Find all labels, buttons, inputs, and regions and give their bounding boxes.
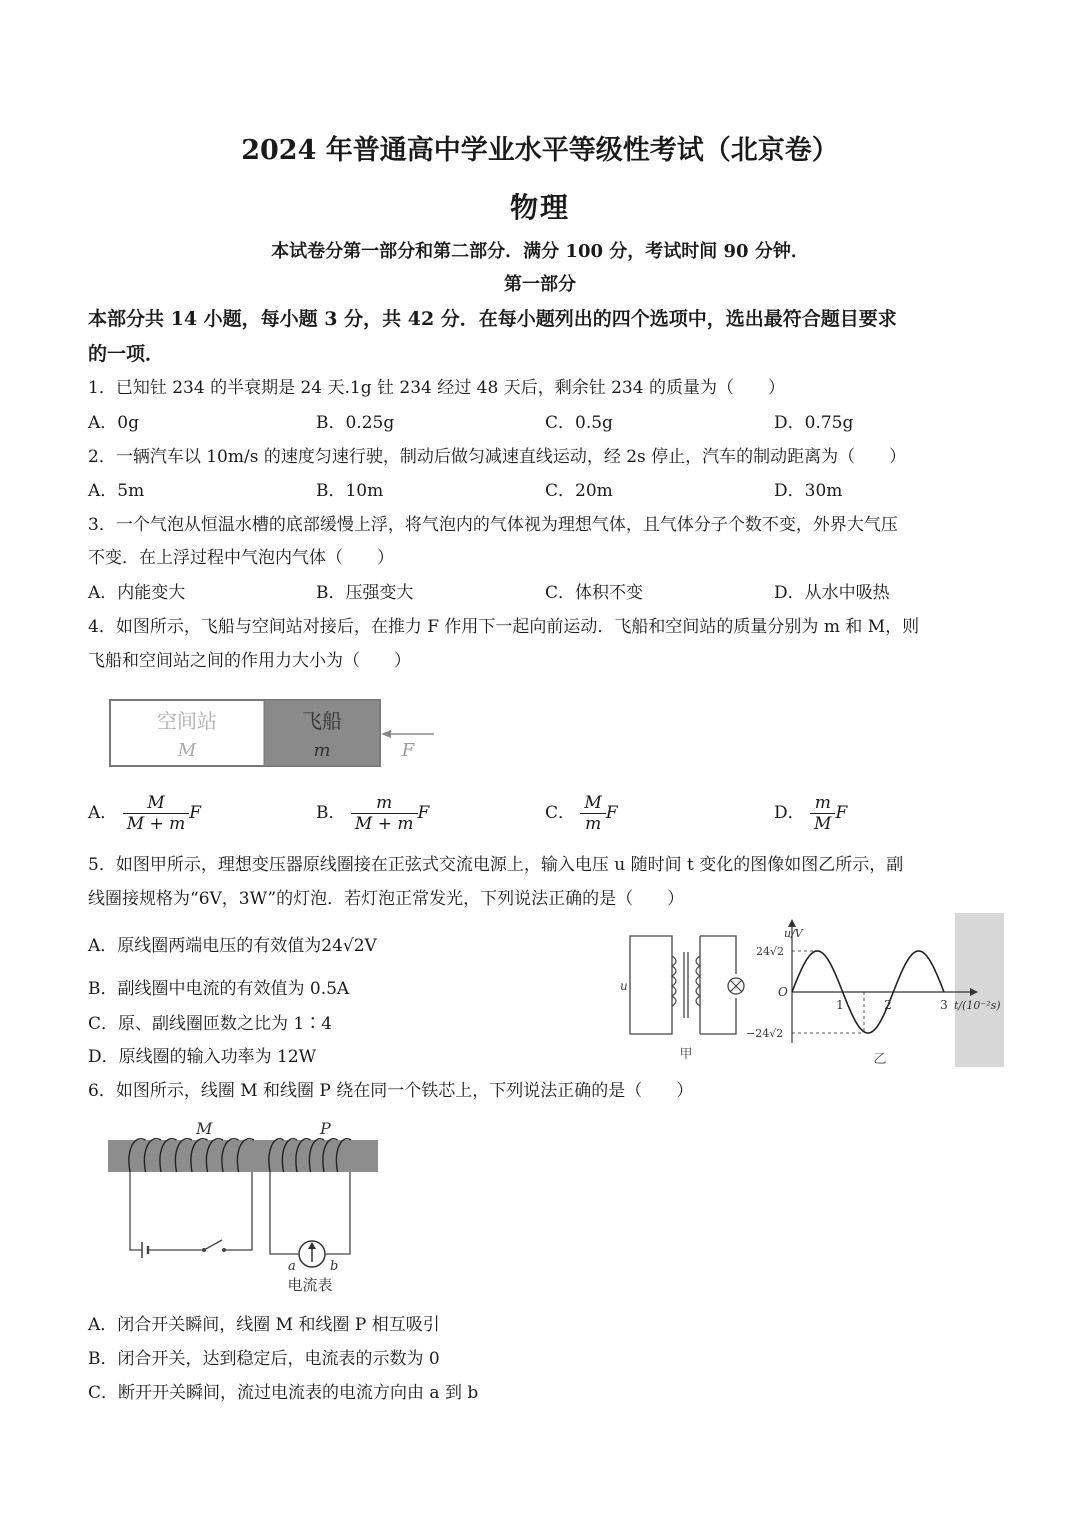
- question-3-stem-line-2: 不变．在上浮过程中气泡内气体（ ）: [88, 548, 394, 568]
- q4-d-denominator: M: [814, 814, 832, 834]
- y-axis-label: u/V: [784, 927, 803, 940]
- q2-option-b: B．10m: [316, 481, 384, 501]
- ammeter-label: 电流表: [287, 1276, 333, 1294]
- q4-a-numerator: M: [123, 793, 190, 814]
- question-6-stem: 6．如图所示，线圈 M 和线圈 P 绕在同一个铁芯上，下列说法正确的是（ ）: [88, 1081, 694, 1101]
- terminal-b-label: b: [330, 1259, 339, 1274]
- scan-shadow: [955, 913, 1004, 1067]
- q4-option-c-letter: C．: [545, 803, 576, 823]
- secondary-circuit-top: [700, 936, 736, 974]
- tick-2: 2: [884, 998, 892, 1012]
- q4-option-d-fraction: [810, 793, 835, 834]
- q5-option-b: B．副线圈中电流的有效值为 0.5A: [88, 979, 350, 999]
- tick-3: 3: [940, 998, 948, 1012]
- q6-option-c: C．断开开关瞬间，流过电流表的电流方向由 a 到 b: [88, 1383, 479, 1403]
- q4-option-b-fraction: [351, 793, 418, 834]
- q1-option-a: A．0g: [88, 413, 139, 433]
- q1-option-b: B．0.25g: [316, 413, 395, 433]
- terminal-a-label: a: [288, 1259, 296, 1274]
- q4-d-numerator: m: [810, 793, 835, 814]
- m-circuit-left: [130, 1172, 142, 1250]
- q5-option-c: C．原、副线圈匝数之比为 1∶4: [88, 1014, 333, 1034]
- q4-d-force: F: [835, 803, 848, 823]
- ship-mass-label: m: [313, 740, 331, 761]
- q4-option-a: [88, 793, 201, 834]
- q4-b-numerator: m: [351, 793, 418, 814]
- q4-option-d: [774, 793, 847, 834]
- q4-c-force: F: [605, 803, 618, 823]
- p-circuit-left: [270, 1172, 298, 1254]
- force-arrowhead: [381, 730, 391, 738]
- figure-yi-label: 乙: [873, 1052, 887, 1067]
- coil-m-label: M: [196, 1119, 213, 1138]
- exam-title: 2024 年普通高中学业水平等级性考试（北京卷）: [241, 135, 839, 166]
- q4-a-force: F: [189, 803, 202, 823]
- question-1-stem: 1．已知钍 234 的半衰期是 24 天.1g 钍 234 经过 48 天后，剩余钍 234 的质量为（ ）: [88, 378, 785, 398]
- question-5-stem-line-2: 线圈接规格为“6V，3W”的灯泡．若灯泡正常发光，下列说法正确的是（ ）: [88, 889, 685, 909]
- q6-option-a: A．闭合开关瞬间，线圈 M 和线圈 P 相互吸引: [88, 1315, 440, 1335]
- secondary-circuit-bottom: [700, 998, 736, 1034]
- q2-option-d: D．30m: [774, 481, 843, 501]
- question-4-stem-line-1: 4．如图所示，飞船与空间站对接后，在推力 F 作用下一起向前运动．飞船和空间站的质量分别为 m 和 M，则: [88, 617, 920, 637]
- x-axis-label: t/(10⁻²s): [954, 999, 1001, 1012]
- q5-option-a: A．原线圈两端电压的有效值为24√2V: [88, 936, 377, 956]
- q2-option-a: A．5m: [88, 481, 145, 501]
- y-max-label: 24√2: [756, 945, 785, 958]
- q3-option-b: B．压强变大: [316, 583, 414, 603]
- q3-option-d: D．从水中吸热: [774, 583, 890, 603]
- instruction-line-1: 本部分共 14 小题，每小题 3 分，共 42 分．在每小题列出的四个选项中，选出最符合题目要求: [88, 308, 897, 330]
- q4-c-denominator: m: [585, 814, 602, 834]
- q3-option-a: A．内能变大: [88, 583, 186, 603]
- question-4-stem-line-2: 飞船和空间站之间的作用力大小为（ ）: [88, 651, 411, 671]
- coil-p-label: P: [320, 1119, 331, 1138]
- ship-label: 飞船: [302, 709, 342, 733]
- m-circuit-right: [224, 1172, 252, 1250]
- q6-coil-figure: [104, 1110, 384, 1296]
- q4-option-b-letter: B．: [316, 803, 346, 823]
- station-label: 空间站: [157, 709, 217, 733]
- part-heading: 第一部分: [504, 274, 576, 295]
- tick-1: 1: [836, 998, 844, 1012]
- exam-info: 本试卷分第一部分和第二部分．满分 100 分，考试时间 90 分钟．: [271, 241, 809, 262]
- q4-option-c-fraction: [580, 793, 605, 834]
- primary-circuit: [630, 936, 660, 1034]
- primary-coil-frame: [660, 936, 672, 1034]
- q4-docking-figure: [104, 692, 444, 776]
- question-3-stem-line-1: 3．一个气泡从恒温水槽的底部缓慢上浮，将气泡内的气体视为理想气体，且气体分子个数不变，外界大气压: [88, 515, 898, 535]
- q6-option-b: B．闭合开关，达到稳定后，电流表的示数为 0: [88, 1349, 440, 1369]
- q4-option-c: [545, 793, 618, 834]
- switch-icon: [204, 1240, 222, 1250]
- u-axis-arrowhead: [788, 919, 796, 927]
- q4-option-a-letter: A．: [88, 803, 118, 823]
- q4-c-numerator: M: [580, 793, 605, 814]
- force-label: F: [401, 740, 415, 761]
- origin-label: O: [778, 985, 788, 999]
- y-min-label: −24√2: [746, 1027, 784, 1040]
- q1-option-c: C．0.5g: [545, 413, 613, 433]
- q5-voltage-graph: [740, 913, 1004, 1067]
- q4-b-denominator: M + m: [354, 814, 414, 834]
- question-5-stem-line-1: 5．如图甲所示，理想变压器原线圈接在正弦式交流电源上，输入电压 u 随时间 t 变化的图像如图乙所示，副: [88, 855, 904, 875]
- p-circuit-right: [326, 1172, 350, 1254]
- q2-option-c: C．20m: [545, 481, 613, 501]
- figure-jia-label: 甲: [679, 1047, 693, 1062]
- q5-option-d: D．原线圈的输入功率为 12W: [88, 1047, 317, 1067]
- question-2-stem: 2．一辆汽车以 10m/s 的速度匀速行驶，制动后做匀减速直线运动，经 2s 停止，汽车的制动距离为（ ）: [88, 447, 907, 467]
- q1-option-d: D．0.75g: [774, 413, 854, 433]
- source-u-label: u: [620, 979, 628, 993]
- q3-option-c: C．体积不变: [545, 583, 644, 603]
- q4-option-b: [316, 793, 429, 834]
- subject-title: 物理: [509, 191, 570, 224]
- q4-b-force: F: [417, 803, 430, 823]
- station-mass-label: M: [177, 740, 197, 761]
- q4-option-a-fraction: [123, 793, 190, 834]
- q4-a-denominator: M + m: [126, 814, 186, 834]
- q4-option-d-letter: D．: [774, 803, 805, 823]
- instruction-line-2: 的一项．: [88, 343, 165, 365]
